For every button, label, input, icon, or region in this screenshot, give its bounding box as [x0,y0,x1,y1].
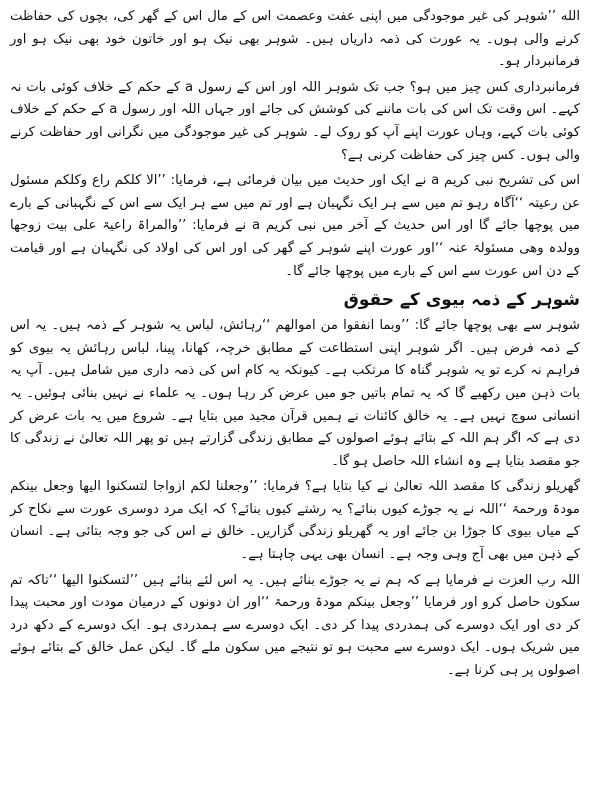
paragraph-husband-duties: شوہر سے بھی پوچھا جائے گا: ’’وبما انفقوا من اموالھم ‘‘رہائش، لباس یہ شوہر کے ذمہ ہیں۔ یہ اس کے ذمہ فرض ہیں۔ اگر شوہر اپنی استطاعت کے مطابق خرچہ، کھانا، پینا، لباس رہائش یہ بیوی کو فراہم نہ کرے تو یہ شوہر گناہ کا مرتکب ہے۔ کیونکہ یہ کام اس کی ذمہ داری میں شامل ہیں۔ آپ یہ بات ذہن میں رکھیے گا کہ یہ تمام باتیں جو میں عرض کر رہا ہوں۔ یہ علماء نے نہیں بنائی ہوئیں۔ یہ انسانی سوچ نہیں ہے۔ یہ خالق کائنات نے ہمیں قرآن مجید میں بتایا ہے۔ شروع میں یہ بات عرض کر دی ہے کہ اگر ہم اللہ کے بتائے ہوئے اصولوں کے مطابق زندگی گزارتے ہیں تو پھر اللہ تعالیٰ نے زندگی کا جو مقصد بتایا ہے وہ انشاء اللہ حاصل ہو گا۔ [10,318,580,469]
paragraph-wife-duties: الله ’’شوہر کی غیر موجودگی میں اپنی عفت وعصمت اس کے مال اس کے گھر کی، بچوں کی حفاظت کرنے والی ہوں۔ یہ عورت کی ذمہ داریاں ہیں۔ شوہر بھی نیک ہو اور خاتون خود بھی نیک ہو اور فرمانبردار ہو۔ [10,9,580,70]
paragraph-obedience: فرمانبرداری کس چیز میں ہو؟ جب تک شوہر اللہ اور اس کے رسول a کے حکم کے خلاف کوئی بات نہ کہے۔ اس وقت تک اس کی بات ماننے کی کوشش کی جائے اور جہاں اللہ اور رسول a کے حکم کے خلاف کوئی بات کہے، وہاں عورت اپنے آپ کو روک لے۔ شوہر کی غیر موجودگی میں نگرانی اور حفاظت کرنے والی ہوں۔ کس چیز کی حفاظت کرنی ہے؟ [10,79,580,163]
document-page [10,6,580,794]
paragraph-hadith: اس کی تشریح نبی کریم a نے ایک اور حدیث میں بیان فرمائی ہے، فرمایا: ’’الا کلکم راع وکلکم مسئول عن رعیتہ ‘‘آگاہ رہو تم میں سے ہر ایک نگہبان ہے اور تم میں سے ہر ایک سے اس کے نگہبانی کے بارے میں پوچھا جائے گا اور اس حدیث کے آخر میں نبی کریم a نے فرمایا: ’’والمراۃ راعیۃ علی بیت زوجھا وولدہ وھی مسئولۃ عنہ ‘‘اور عورت اپنے شوہر کے گھر کی اور اس کی اولاد کی نگہبان ہے اور قیامت کے دن اس عورت سے اس کے بارے میں پوچھا جائے گا۔ [10,173,580,279]
section-heading: شوہر کے ذمہ بیوی کے حقوق [343,290,580,311]
paragraph-tranquility: اللہ رب العزت نے فرمایا ہے کہ ہم نے یہ جوڑے بنائے ہیں۔ یہ اس لئے بنائے ہیں ’’لتسکنوا الیھا ‘‘تاکہ تم سکون حاصل کرو اور فرمایا ’’وجعل بینکم مودۃ ورحمۃ ‘‘اور ان دونوں کے درمیان مودت اور محبت پیدا کر دی اور ایک دوسرے کی ہمدردی پیدا کر دی۔ ایک دوسرے سے ہمدردی ہو۔ ایک دوسرے کے دکھ درد میں شریک ہوں۔ ایک دوسرے سے محبت ہو تو نتیجے میں سکون ملے گا۔ لیکن عمل خالق کے بتائے ہوئے اصولوں پر ہی کرنا ہے۔ [10,572,580,679]
paragraph-purpose-of-marriage: گھریلو زندگی کا مقصد اللہ تعالیٰ نے کیا بتایا ہے؟ فرمایا: ’’وجعلنا لکم ازواجا لتسکنوا الیھا وجعل بینکم مودۃ ورحمۃ ‘‘اللہ نے یہ جوڑے کیوں بنائے؟ یہ رشتے کیوں بنائے؟ کہ ایک مرد دوسری عورت سے نکاح کر کے میاں بیوی کا جوڑا بن جائے اور یہ گھریلو زندگی گزاریں۔ خالق نے اس کی جو وجہ بتائی ہے۔ انسان کے ذہن میں بھی آج وہی وجہ ہے۔ انسان بھی یہی چاہتا ہے۔ [10,479,580,563]
